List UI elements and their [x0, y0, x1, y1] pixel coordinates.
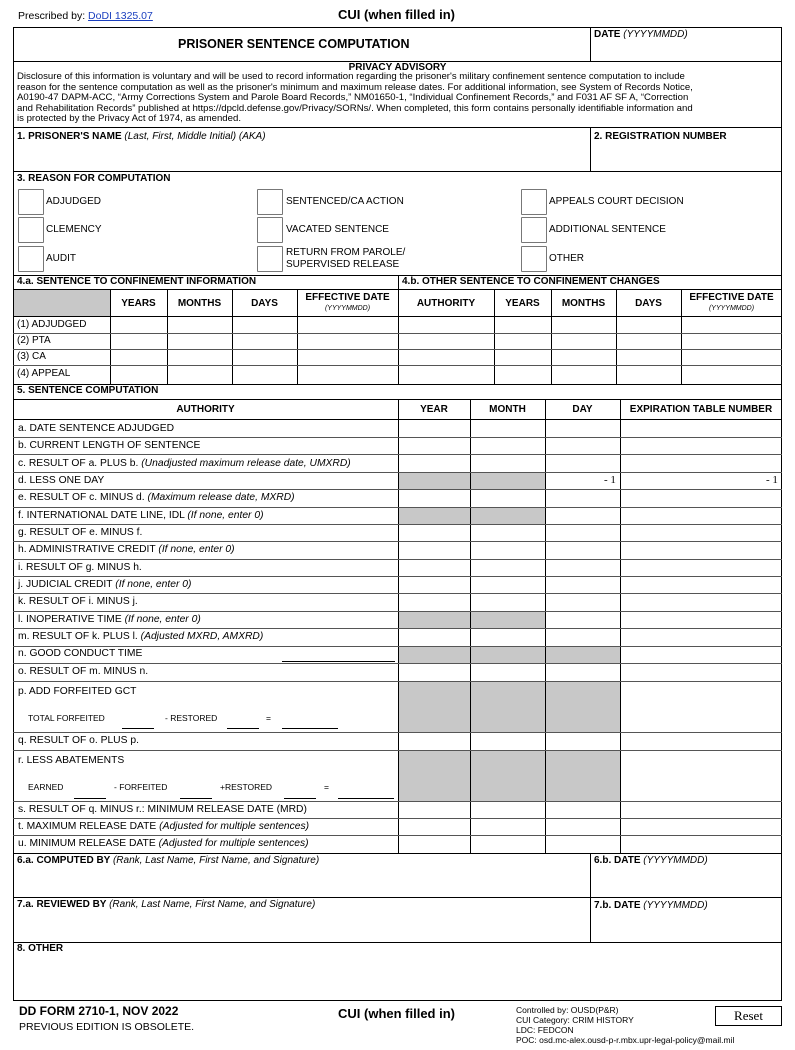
reviewed-date-input[interactable]: [594, 913, 778, 939]
sec4a-col-days: DAYS: [251, 298, 278, 309]
row-g: g. RESULT OF e. MINUS f.: [18, 527, 143, 538]
computed-date-input[interactable]: [594, 869, 778, 895]
sec4b-col-effective: EFFECTIVE DATE: [689, 292, 774, 303]
sec4b-col-effective-fmt: (YYYYMMDD): [708, 305, 755, 312]
form-title: PRISONER SENTENCE COMPUTATION: [178, 37, 410, 51]
sec4a-row-appeal: (4) APPEAL: [17, 368, 71, 379]
shade-r: [398, 750, 620, 801]
sec4a-header-shade: [14, 290, 110, 316]
r-equals: =: [324, 782, 329, 792]
row-r: r. LESS ABATEMENTS: [18, 755, 125, 766]
row-n: n. GOOD CONDUCT TIME: [18, 648, 143, 659]
sec4b-col-years: YEARS: [505, 298, 540, 309]
computed-by-input[interactable]: [16, 869, 586, 895]
row-c: c. RESULT OF a. PLUS b. (Unadjusted maximum release date, UMXRD): [18, 458, 351, 469]
privacy-heading: PRIVACY ADVISORY: [348, 62, 447, 73]
row-i: i. RESULT OF g. MINUS h.: [18, 562, 142, 573]
row-u: u. MINIMUM RELEASE DATE (Adjusted for multiple sentences): [18, 838, 309, 849]
option-other: OTHER: [549, 253, 584, 264]
other-label: 8. OTHER: [17, 943, 64, 954]
row-f: f. INTERNATIONAL DATE LINE, IDL (If none, enter 0): [18, 510, 264, 521]
dodi-link[interactable]: DoDI 1325.07: [88, 10, 153, 22]
sec4a-row-pta: (2) PTA: [17, 335, 51, 346]
p-restored: - RESTORED: [165, 713, 218, 723]
option-sentenced-ca-action: SENTENCED/CA ACTION: [286, 196, 404, 207]
registration-number-input[interactable]: [594, 145, 778, 169]
row-j: j. JUDICIAL CREDIT (If none, enter 0): [18, 579, 192, 590]
shade-f: [398, 507, 545, 524]
r-restored: +RESTORED: [220, 782, 273, 792]
sec4a-col-effective-fmt: (YYYYMMDD): [324, 305, 371, 312]
option-appeals-court: APPEALS COURT DECISION: [549, 196, 684, 207]
prescribed-by: [18, 10, 153, 22]
computed-by-label: 6.a. COMPUTED BY (Rank, Last Name, First Name, and Signature): [17, 855, 320, 866]
checkbox-return-parole[interactable]: [257, 246, 283, 272]
form-id: DD FORM 2710-1, NOV 2022: [19, 1004, 179, 1018]
minus-one-exp: - 1: [766, 474, 778, 486]
cui-top: CUI (when filled in): [338, 7, 455, 22]
sec4b-col-authority: AUTHORITY: [416, 298, 476, 309]
row-a: a. DATE SENTENCE ADJUDGED: [18, 423, 175, 434]
p-equals: =: [266, 713, 271, 723]
sec4b-col-months: MONTHS: [561, 298, 606, 309]
reviewed-date-label: 7.b. DATE (YYYYMMDD): [594, 900, 708, 911]
r-earned: EARNED: [28, 782, 64, 792]
row-q: q. RESULT OF o. PLUS p.: [18, 735, 139, 746]
checkbox-adjudged[interactable]: [18, 189, 44, 215]
sec4a-col-effective: EFFECTIVE DATE: [305, 292, 390, 303]
checkbox-sentenced-ca-action[interactable]: [257, 189, 283, 215]
r-forfeited: - FORFEITED: [114, 782, 168, 792]
row-d: d. LESS ONE DAY: [18, 475, 105, 486]
shade-p: [398, 681, 620, 732]
option-clemency: CLEMENCY: [46, 224, 102, 235]
option-audit: AUDIT: [46, 253, 76, 264]
sec5-col-authority: AUTHORITY: [176, 404, 235, 415]
sec4b-col-days: DAYS: [635, 298, 662, 309]
privacy-text: Disclosure of this information is voluntary and will be used to record information regarding the prisoner's military confinement sentence computation to include reason for the sentence computation as well as the prisoner's minimum and maximum release dates. For additional information, see System of Records Notice, A0190-47 DAPM-ACC, “Army Corrections System and Parole Board Records,” NM01650-1, “Individual Confinement Records,” and F031 AF SF A, “Correction and Rehabilitation Records” published at https://dpcld.defense.gov/Privacy/SORNs/. When completed, this form contains personally identifiable information and is protected by the Privacy Act of 1974, as amended.: [17, 71, 693, 125]
shade-l: [398, 611, 545, 628]
option-adjudged: ADJUDGED: [46, 196, 102, 207]
row-p: p. ADD FORFEITED GCT: [18, 686, 137, 697]
shade-n: [398, 646, 620, 663]
checkbox-appeals-court[interactable]: [521, 189, 547, 215]
reviewed-by-label: 7.a. REVIEWED BY (Rank, Last Name, First Name, and Signature): [17, 899, 316, 910]
sec4a-row-ca: (3) CA: [17, 351, 46, 362]
sec4a-row-adjudged: (1) ADJUDGED: [17, 319, 87, 330]
sec5-col-day: DAY: [572, 404, 593, 415]
prescribed-by-label: Prescribed by:: [18, 10, 86, 22]
row-m: m. RESULT OF k. PLUS l. (Adjusted MXRD, AMXRD): [18, 631, 264, 642]
option-return-parole: RETURN FROM PAROLE/ SUPERVISED RELEASE: [286, 247, 406, 270]
sec5-col-year: YEAR: [420, 404, 448, 415]
reason-label: 3. REASON FOR COMPUTATION: [17, 173, 171, 184]
sec4a-col-years: YEARS: [121, 298, 156, 309]
minus-one-day: - 1: [604, 474, 616, 486]
row-h: h. ADMINISTRATIVE CREDIT (If none, enter 0): [18, 544, 235, 555]
sec4b-label: 4.b. OTHER SENTENCE TO CONFINEMENT CHANGES: [402, 276, 660, 287]
date-label: DATE (YYYYMMDD): [594, 29, 688, 40]
sec5-label: 5. SENTENCE COMPUTATION: [17, 385, 159, 396]
option-vacated: VACATED SENTENCE: [286, 224, 389, 235]
checkbox-other[interactable]: [521, 246, 547, 272]
row-s: s. RESULT OF q. MINUS r.: MINIMUM RELEASE DATE (MRD): [18, 804, 307, 815]
other-input[interactable]: [16, 957, 778, 999]
sec4a-col-months: MONTHS: [177, 298, 222, 309]
reviewed-by-input[interactable]: [16, 913, 586, 939]
shade-d: [398, 472, 545, 489]
sec5-col-month: MONTH: [489, 404, 526, 415]
cui-bottom: CUI (when filled in): [338, 1006, 455, 1021]
option-additional: ADDITIONAL SENTENCE: [549, 224, 666, 235]
row-b: b. CURRENT LENGTH OF SENTENCE: [18, 440, 201, 451]
row-t: t. MAXIMUM RELEASE DATE (Adjusted for multiple sentences): [18, 821, 310, 832]
checkbox-audit[interactable]: [18, 246, 44, 272]
prisoner-name-input[interactable]: [16, 145, 586, 169]
sec5-col-exp-table: EXPIRATION TABLE NUMBER: [629, 404, 773, 415]
control-block: Controlled by: OUSD(P&R) CUI Category: CRIM HISTORY LDC: FEDCON POC: osd.mc-alex.ousd-p-r.mbx.upr-legal-policy@mail.mil: [516, 1005, 735, 1045]
checkbox-clemency[interactable]: [18, 217, 44, 243]
row-l: l. INOPERATIVE TIME (If none, enter 0): [18, 614, 201, 625]
computed-date-label: 6.b. DATE (YYYYMMDD): [594, 855, 708, 866]
sec4a-label: 4.a. SENTENCE TO CONFINEMENT INFORMATION: [17, 276, 257, 287]
row-o: o. RESULT OF m. MINUS n.: [18, 666, 149, 677]
checkbox-vacated[interactable]: [257, 217, 283, 243]
prisoner-name-label: 1. PRISONER'S NAME (Last, First, Middle Initial) (AKA): [17, 131, 266, 142]
row-e: e. RESULT OF c. MINUS d. (Maximum release date, MXRD): [18, 492, 295, 503]
row-k: k. RESULT OF i. MINUS j.: [18, 596, 138, 607]
registration-number-label: 2. REGISTRATION NUMBER: [594, 131, 727, 142]
p-total-forfeited: TOTAL FORFEITED: [28, 713, 105, 723]
reset-button[interactable]: Reset: [715, 1006, 782, 1026]
previous-edition: PREVIOUS EDITION IS OBSOLETE.: [19, 1021, 195, 1033]
checkbox-additional[interactable]: [521, 217, 547, 243]
